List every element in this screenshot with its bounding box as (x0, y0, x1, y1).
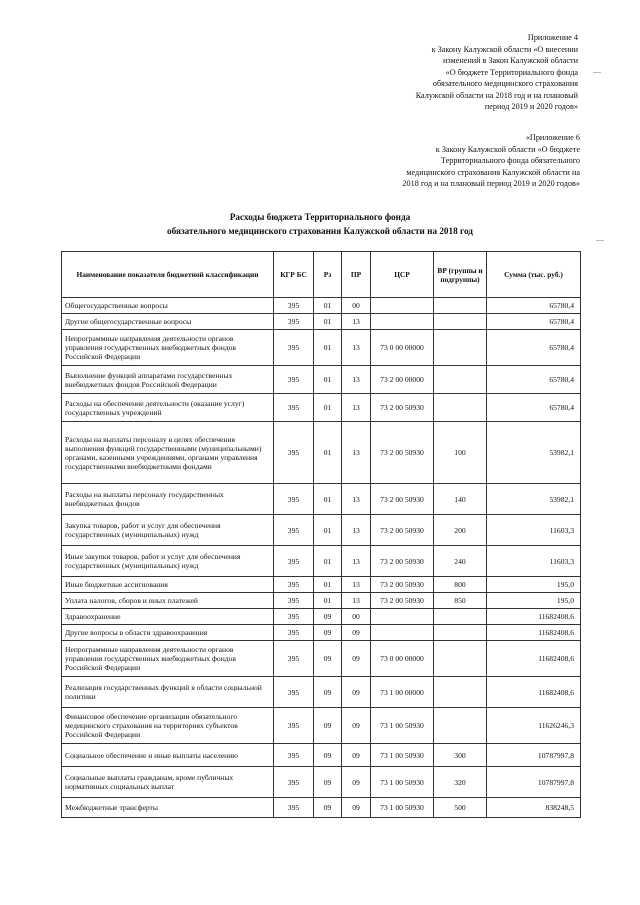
row-rz: 01 (314, 314, 342, 330)
row-csr: 73 2 00 50930 (371, 577, 434, 593)
row-csr: 73 1 00 50930 (371, 708, 434, 744)
row-rz: 09 (314, 767, 342, 798)
table-row (62, 798, 581, 818)
row-kgr: 395 (274, 767, 314, 798)
annex-second-line: медицинского страхования Калужской области на (406, 167, 580, 177)
row-pr: 13 (342, 593, 371, 609)
row-kgr: 395 (274, 484, 314, 515)
table-row (62, 641, 581, 677)
row-pr: 09 (342, 625, 371, 641)
table-row (62, 677, 581, 708)
annex-second-line: к Закону Калужской области «О бюджете (435, 144, 580, 154)
row-name: Непрограммные направления деятельности органов управления государственных внебюджетных фондов Российской Федерации (62, 330, 274, 366)
row-rz: 01 (314, 366, 342, 394)
row-pr: 09 (342, 708, 371, 744)
row-name: Общегосударственные вопросы (62, 298, 274, 314)
row-vr: 240 (434, 546, 487, 577)
annex-header-second (402, 132, 580, 190)
annex-header-top (416, 32, 578, 113)
header-sum: Сумма (тыс. руб.) (487, 252, 581, 298)
row-kgr: 395 (274, 708, 314, 744)
row-name: Расходы на выплаты персоналу в целях обеспечения выполнения функций государственными (муниципальными) органами, казенными учреждениями, органами управления государственными внебюджетными фондами (62, 422, 274, 484)
annex-top-line: изменений в Закон Калужской области (443, 56, 578, 65)
annex-second-line: Территориального фонда обязательного (440, 156, 580, 165)
table-row (62, 515, 581, 546)
row-csr: 73 2 00 50930 (371, 394, 434, 422)
row-kgr: 395 (274, 625, 314, 641)
row-csr: 73 2 00 50930 (371, 546, 434, 577)
row-sum: 195,0 (487, 577, 581, 593)
annex-top-line: к Закону Калужской области «О внесении (431, 44, 578, 54)
document-title (0, 210, 640, 238)
row-sum: 195,0 (487, 593, 581, 609)
row-sum: 65780,4 (487, 330, 581, 366)
row-kgr: 395 (274, 744, 314, 767)
row-pr: 09 (342, 677, 371, 708)
row-sum: 11682408,6 (487, 641, 581, 677)
row-name: Расходы на выплаты персоналу государственных внебюджетных фондов (62, 484, 274, 515)
row-vr: 850 (434, 593, 487, 609)
table-header-row (62, 252, 581, 298)
row-name: Межбюджетные трансферты (62, 798, 274, 818)
row-rz: 01 (314, 422, 342, 484)
scan-mark (596, 240, 604, 241)
row-pr: 13 (342, 484, 371, 515)
table-row (62, 484, 581, 515)
row-kgr: 395 (274, 641, 314, 677)
row-csr (371, 314, 434, 330)
row-kgr: 395 (274, 593, 314, 609)
row-rz: 01 (314, 515, 342, 546)
table-row (62, 767, 581, 798)
budget-table (61, 251, 581, 818)
row-kgr: 395 (274, 546, 314, 577)
annex-top-line: Приложение 4 (527, 33, 578, 42)
table-row (62, 593, 581, 609)
row-kgr: 395 (274, 394, 314, 422)
row-pr: 13 (342, 515, 371, 546)
row-pr: 09 (342, 744, 371, 767)
annex-second-line: «Приложение 6 (525, 133, 580, 142)
row-rz: 01 (314, 394, 342, 422)
row-sum: 11626246,3 (487, 708, 581, 744)
row-sum: 10787997,8 (487, 767, 581, 798)
table-row (62, 609, 581, 625)
row-rz: 09 (314, 641, 342, 677)
table-row (62, 577, 581, 593)
table-row (62, 298, 581, 314)
annex-second-line: 2018 год и на плановый период 2019 и 2020 годов» (402, 179, 580, 188)
row-name: Финансовое обеспечение организации обязательного медицинского страхования на территориях субъектов Российской Федерации (62, 708, 274, 744)
title-line-2: обязательного медицинского страхования Калужской области на 2018 год (167, 226, 473, 236)
row-rz: 01 (314, 577, 342, 593)
row-csr: 73 2 00 00000 (371, 366, 434, 394)
row-vr: 100 (434, 422, 487, 484)
row-vr: 300 (434, 744, 487, 767)
row-sum: 53982,1 (487, 484, 581, 515)
row-kgr: 395 (274, 577, 314, 593)
row-pr: 00 (342, 298, 371, 314)
row-name: Закупка товаров, работ и услуг для обеспечения государственных (муниципальных) нужд (62, 515, 274, 546)
row-pr: 09 (342, 641, 371, 677)
row-csr: 73 2 00 50930 (371, 484, 434, 515)
header-csr: ЦСР (371, 252, 434, 298)
row-pr: 09 (342, 798, 371, 818)
annex-top-line: «О бюджете Территориального фонда (445, 67, 578, 77)
row-pr: 13 (342, 314, 371, 330)
row-csr (371, 298, 434, 314)
row-pr: 09 (342, 767, 371, 798)
row-rz: 01 (314, 484, 342, 515)
table-row (62, 394, 581, 422)
row-csr: 73 0 00 00000 (371, 330, 434, 366)
row-sum: 11682408,6 (487, 625, 581, 641)
header-pr: ПР (342, 252, 371, 298)
row-kgr: 395 (274, 422, 314, 484)
row-vr: 320 (434, 767, 487, 798)
row-rz: 09 (314, 609, 342, 625)
row-kgr: 395 (274, 515, 314, 546)
title-line-1: Расходы бюджета Территориального фонда (229, 212, 411, 222)
row-vr (434, 394, 487, 422)
row-kgr: 395 (274, 314, 314, 330)
row-rz: 09 (314, 708, 342, 744)
row-sum: 53982,1 (487, 422, 581, 484)
row-rz: 09 (314, 625, 342, 641)
table-row (62, 366, 581, 394)
row-sum: 11682408,6 (487, 609, 581, 625)
row-name: Реализация государственных функций в области социальной политики (62, 677, 274, 708)
row-name: Иные бюджетные ассигнования (62, 577, 274, 593)
row-vr (434, 641, 487, 677)
row-name: Здравоохранение (62, 609, 274, 625)
row-sum: 65780,4 (487, 394, 581, 422)
row-rz: 09 (314, 744, 342, 767)
row-pr: 13 (342, 330, 371, 366)
header-rz: Рз (314, 252, 342, 298)
row-vr: 800 (434, 577, 487, 593)
row-pr: 13 (342, 394, 371, 422)
table-row (62, 314, 581, 330)
row-vr (434, 330, 487, 366)
row-kgr: 395 (274, 330, 314, 366)
row-kgr: 395 (274, 677, 314, 708)
row-pr: 13 (342, 577, 371, 593)
row-rz: 09 (314, 798, 342, 818)
row-rz: 01 (314, 330, 342, 366)
row-csr: 73 0 00 00000 (371, 641, 434, 677)
row-name: Выполнение функций аппаратами государственных внебюджетных фондов Российской Федерации (62, 366, 274, 394)
row-sum: 838248,5 (487, 798, 581, 818)
row-vr (434, 625, 487, 641)
row-pr: 00 (342, 609, 371, 625)
row-kgr: 395 (274, 609, 314, 625)
table-row (62, 708, 581, 744)
header-kgr: КГР БС (274, 252, 314, 298)
row-sum: 11603,3 (487, 515, 581, 546)
row-pr: 13 (342, 366, 371, 394)
row-name: Социальные выплаты гражданам, кроме публичных нормативных социальных выплат (62, 767, 274, 798)
row-vr (434, 366, 487, 394)
scan-mark (593, 72, 601, 73)
row-name: Иные закупки товаров, работ и услуг для обеспечения государственных (муниципальных) нужд (62, 546, 274, 577)
row-sum: 65780,4 (487, 366, 581, 394)
row-vr: 200 (434, 515, 487, 546)
row-csr: 73 1 00 00000 (371, 677, 434, 708)
table-row (62, 330, 581, 366)
row-csr (371, 625, 434, 641)
table-row (62, 744, 581, 767)
row-csr: 73 1 00 50930 (371, 767, 434, 798)
row-vr (434, 314, 487, 330)
row-sum: 10787997,8 (487, 744, 581, 767)
row-sum: 11603,3 (487, 546, 581, 577)
row-name: Социальное обеспечение и иные выплаты населению (62, 744, 274, 767)
header-vr: ВР (группы и подгруппы) (434, 252, 487, 298)
row-name: Уплата налогов, сборов и иных платежей (62, 593, 274, 609)
row-rz: 01 (314, 546, 342, 577)
row-name: Другие общегосударственные вопросы (62, 314, 274, 330)
row-csr (371, 609, 434, 625)
row-csr: 73 1 00 50930 (371, 744, 434, 767)
row-kgr: 395 (274, 298, 314, 314)
row-name: Непрограммные направления деятельности органов управления государственных внебюджетных фондов Российской Федерации (62, 641, 274, 677)
row-csr: 73 2 00 50930 (371, 593, 434, 609)
row-sum: 11682408,6 (487, 677, 581, 708)
row-csr: 73 1 00 50930 (371, 798, 434, 818)
row-pr: 13 (342, 422, 371, 484)
row-sum: 65780,4 (487, 314, 581, 330)
row-vr (434, 298, 487, 314)
row-pr: 13 (342, 546, 371, 577)
table-row (62, 546, 581, 577)
table-row (62, 422, 581, 484)
table-row (62, 625, 581, 641)
row-kgr: 395 (274, 798, 314, 818)
row-csr: 73 2 00 50930 (371, 422, 434, 484)
row-kgr: 395 (274, 366, 314, 394)
row-rz: 09 (314, 677, 342, 708)
row-vr: 500 (434, 798, 487, 818)
header-name: Наименование показателя бюджетной классификации (62, 252, 274, 298)
annex-top-line: обязательного медицинского страхования (432, 79, 578, 88)
row-vr (434, 609, 487, 625)
annex-top-line: Калужской области на 2018 год и на плановый (415, 90, 578, 100)
row-rz: 01 (314, 593, 342, 609)
row-name: Расходы на обеспечение деятельности (оказание услуг) государственных учреждений (62, 394, 274, 422)
row-vr: 140 (434, 484, 487, 515)
row-sum: 65780,4 (487, 298, 581, 314)
row-rz: 01 (314, 298, 342, 314)
annex-top-line: период 2019 и 2020 годов» (484, 102, 578, 111)
row-vr (434, 677, 487, 708)
row-name: Другие вопросы в области здравоохранения (62, 625, 274, 641)
row-csr: 73 2 00 50930 (371, 515, 434, 546)
row-vr (434, 708, 487, 744)
